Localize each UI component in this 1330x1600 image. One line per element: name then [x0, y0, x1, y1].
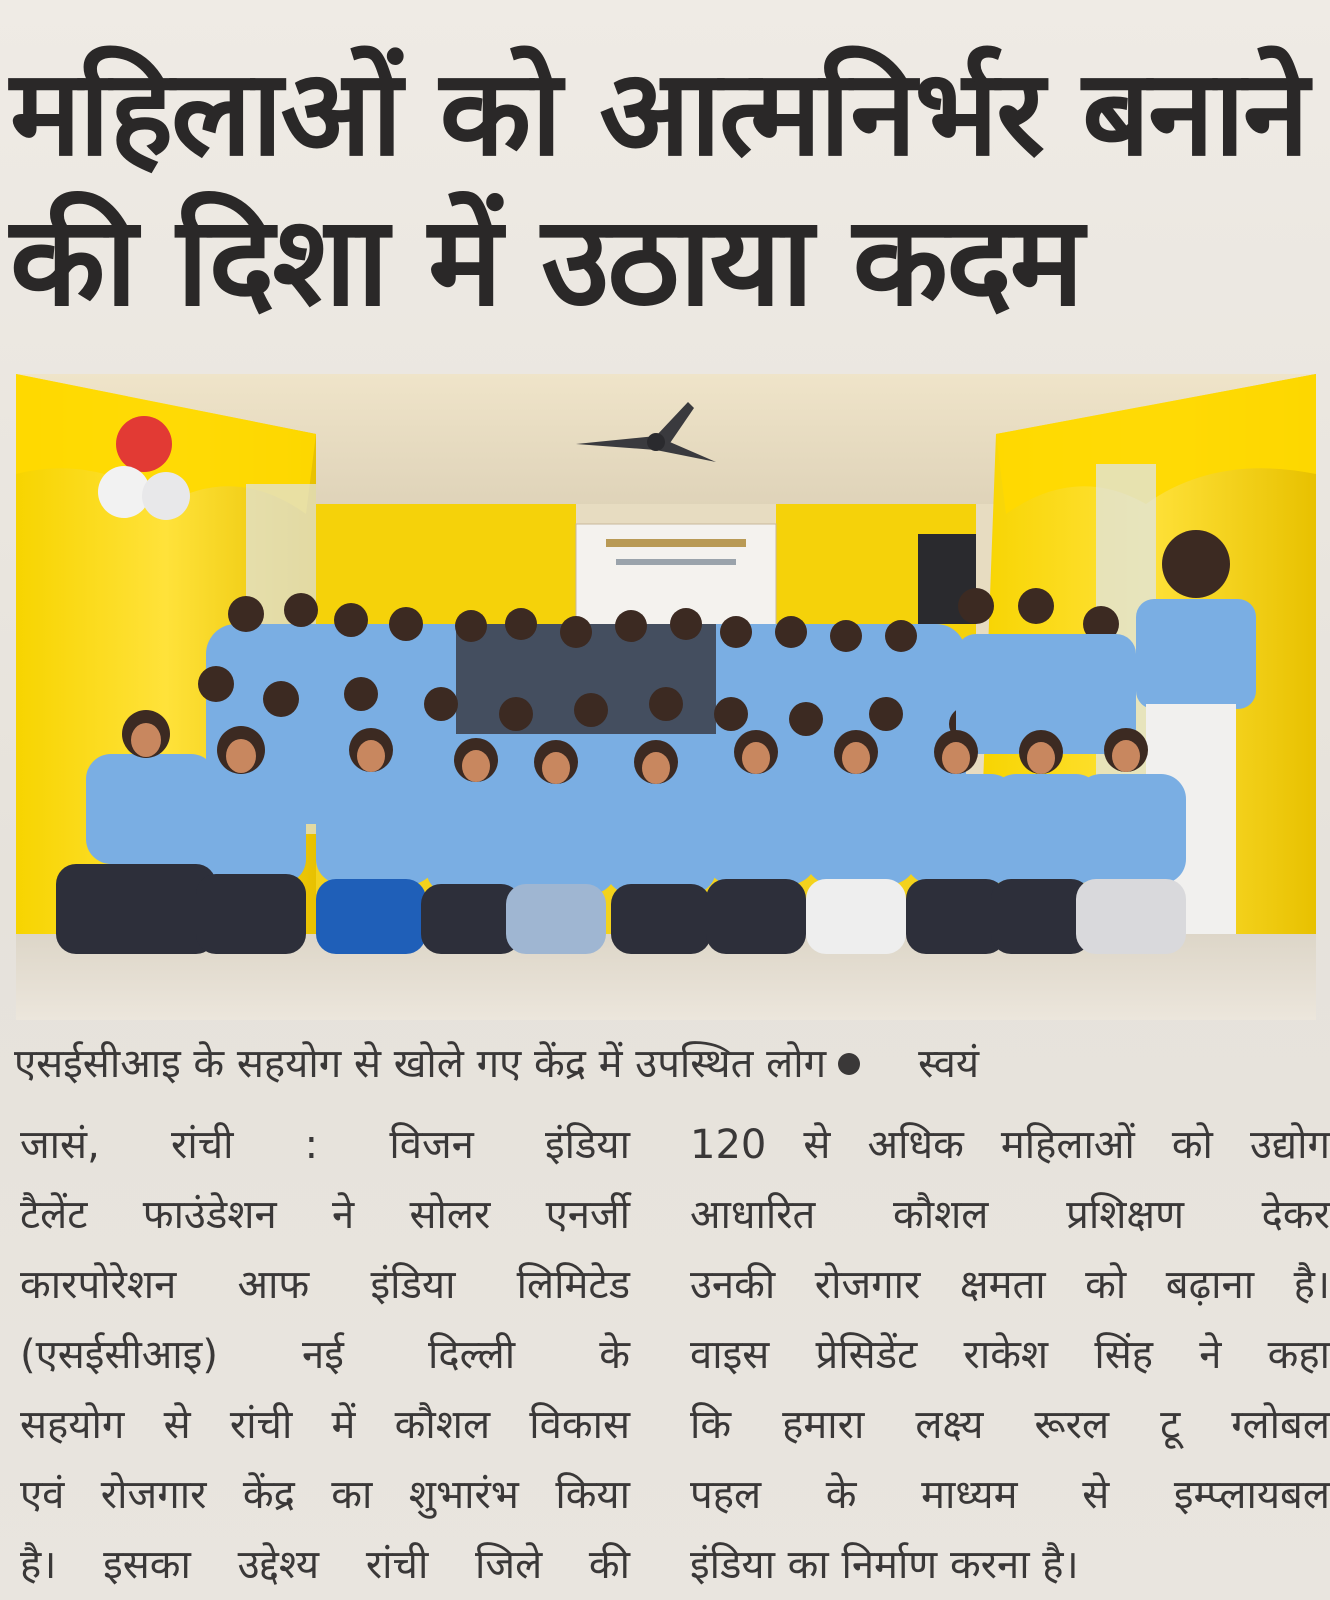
article-line: टैलेंट फाउंडेशन ने सोलर एनर्जी [20, 1192, 630, 1238]
article-line: (एसईसीआइ) नई दिल्ली के [20, 1332, 630, 1378]
article-line: कारपोरेशन आफ इंडिया लिमिटेड [20, 1262, 630, 1308]
article-line: 120 से अधिक महिलाओं को उद्योग [690, 1122, 1330, 1168]
article-line: कि हमारा लक्ष्य रूरल टू ग्लोबल [690, 1402, 1330, 1448]
article-line: एवं रोजगार केंद्र का शुभारंभ किया [20, 1472, 630, 1518]
group-photo-illustration [16, 374, 1316, 1020]
article-line: जासं, रांची : विजन इंडिया [20, 1122, 630, 1168]
caption-text: एसईसीआइ के सहयोग से खोले गए केंद्र में उपस्थित लोग [14, 1041, 827, 1087]
article-line: सहयोग से रांची में कौशल विकास [20, 1402, 630, 1448]
bullet-icon [838, 1053, 860, 1075]
article-line: उनकी रोजगार क्षमता को बढ़ाना है। [690, 1262, 1330, 1308]
article-column-left [20, 1110, 630, 1590]
group-photo [16, 374, 1316, 1020]
article-line: पहल के माध्यम से इम्प्लायबल [690, 1472, 1330, 1518]
headline-line-2: की दिशा में उठाया कदम [10, 190, 1082, 334]
article-line: इंडिया का निर्माण करना है। [690, 1542, 1079, 1588]
photo-caption [14, 1036, 1114, 1092]
headline-line-1: महिलाओं को आत्मनिर्भर बनाने [10, 45, 1308, 183]
headline [10, 40, 1310, 336]
photo-credit: स्वयं [918, 1041, 980, 1087]
article-line: है। इसका उद्देश्य रांची जिले की [20, 1542, 630, 1588]
article-column-right [690, 1110, 1330, 1590]
article-line: आधारित कौशल प्रशिक्षण देकर [690, 1192, 1330, 1238]
article-line: वाइस प्रेसिडेंट राकेश सिंह ने कहा [690, 1332, 1330, 1378]
